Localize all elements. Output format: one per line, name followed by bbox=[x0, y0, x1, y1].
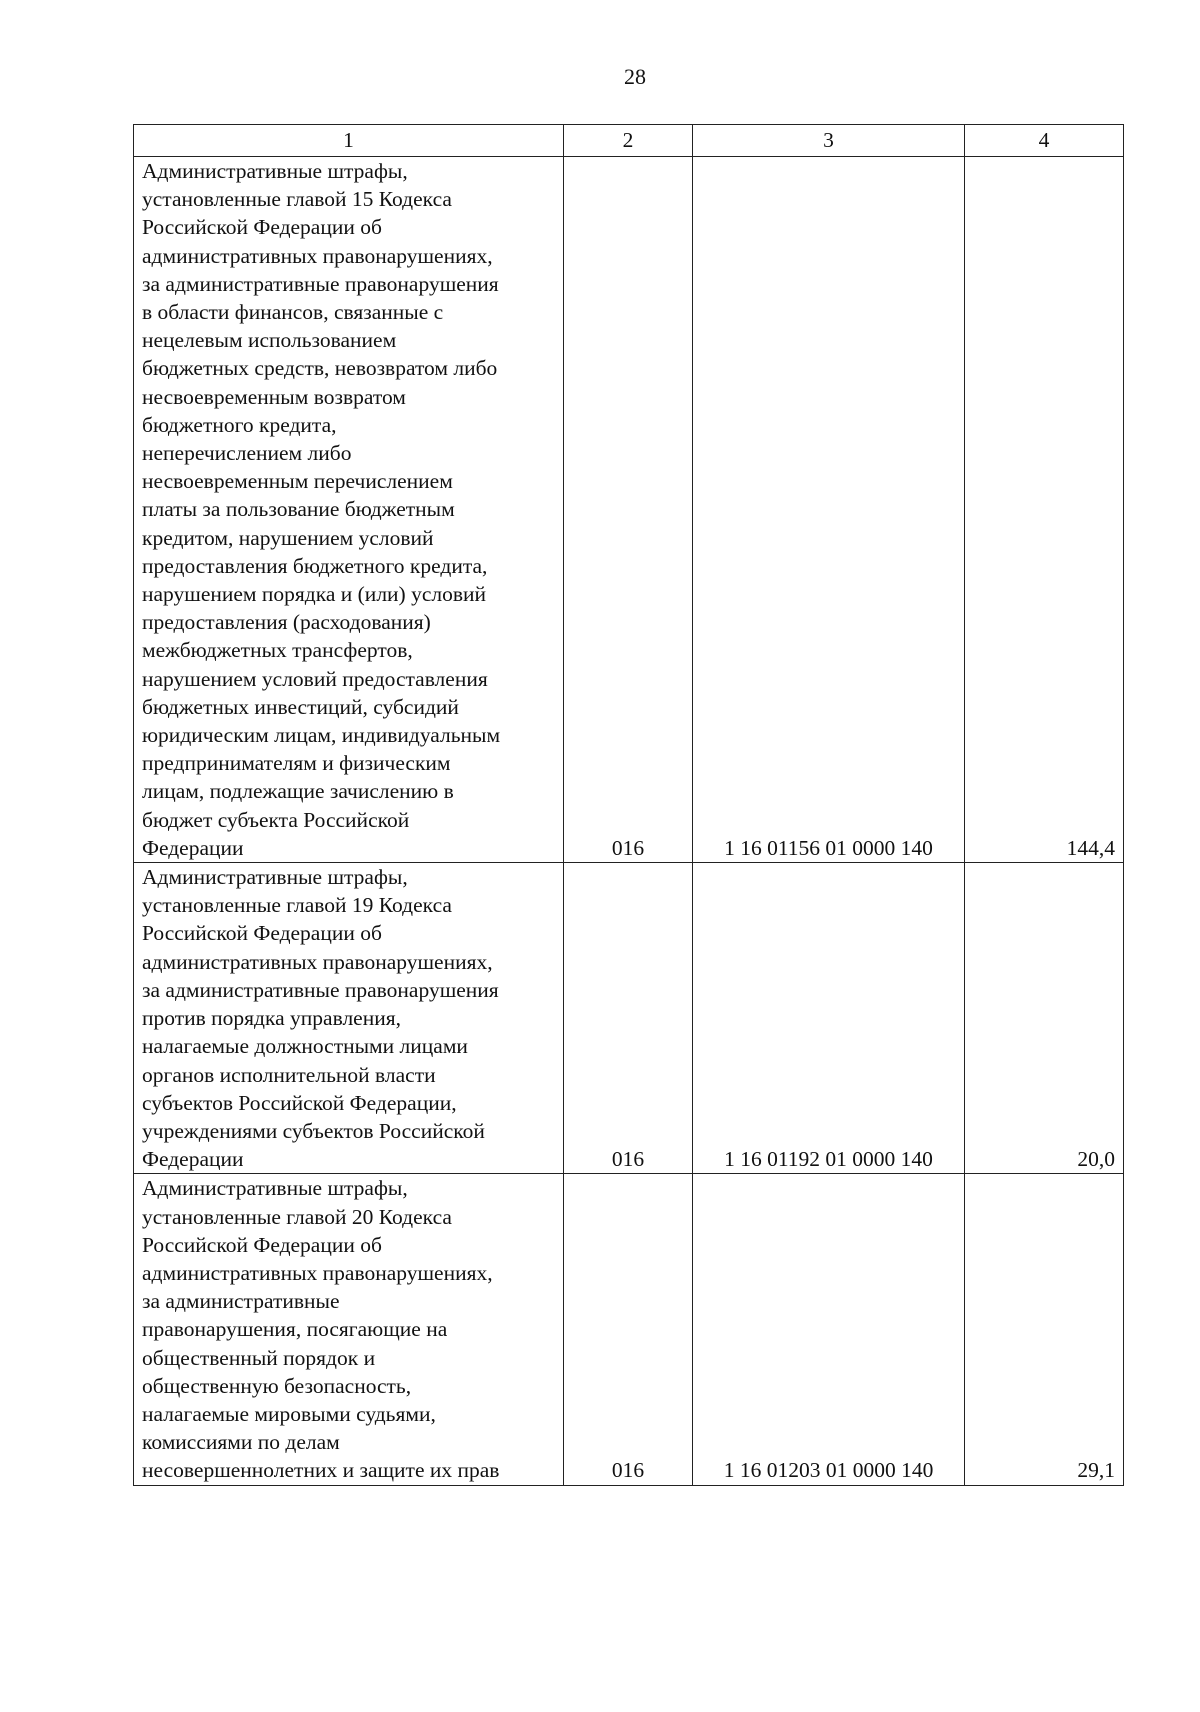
revenue-name-line: Административные штрафы, bbox=[142, 159, 408, 183]
budget-revenue-table bbox=[133, 124, 1124, 1486]
revenue-name-cell bbox=[134, 157, 564, 863]
admin-code-cell: 016 bbox=[564, 157, 693, 863]
column-header-4: 4 bbox=[965, 125, 1124, 157]
budget-code-cell: 1 16 01192 01 0000 140 bbox=[693, 863, 965, 1174]
table-row bbox=[134, 1174, 1124, 1485]
revenue-name-cell bbox=[134, 1174, 564, 1485]
table-row bbox=[134, 863, 1124, 1174]
revenue-name-line: Федерации bbox=[142, 835, 244, 860]
revenue-name-line: учреждениями субъектов Российской bbox=[142, 1118, 485, 1143]
revenue-name-line: нецелевым использованием bbox=[142, 328, 397, 353]
table-header-row bbox=[134, 125, 1124, 157]
table-body bbox=[134, 157, 1124, 1486]
revenue-name-line: за административные правонарушения bbox=[142, 271, 499, 296]
revenue-name-line: несвоевременным возвратом bbox=[142, 384, 406, 409]
revenue-name-line: за административные правонарушения bbox=[142, 977, 499, 1002]
revenue-name-line: бюджетных средств, невозвратом либо bbox=[142, 356, 498, 381]
revenue-name-line: Российской Федерации об bbox=[142, 1232, 382, 1257]
revenue-name-line: Российской Федерации об bbox=[142, 215, 382, 240]
revenue-name-line: юридическим лицам, индивидуальным bbox=[142, 723, 501, 748]
revenue-name-line: административных правонарушениях, bbox=[142, 949, 493, 974]
admin-code-cell: 016 bbox=[564, 863, 693, 1174]
revenue-name-line: административных правонарушениях, bbox=[142, 1260, 493, 1285]
revenue-name-line: бюджет субъекта Российской bbox=[142, 807, 410, 832]
revenue-name-line: предоставления бюджетного кредита, bbox=[142, 553, 488, 578]
revenue-name-line: Административные штрафы, bbox=[142, 865, 408, 890]
revenue-name-line: комиссиями по делам bbox=[142, 1430, 340, 1455]
admin-code-cell: 016 bbox=[564, 1174, 693, 1485]
column-header-1: 1 bbox=[134, 125, 564, 157]
amount-cell: 144,4 bbox=[965, 157, 1124, 863]
revenue-name-cell bbox=[134, 863, 564, 1174]
revenue-name-line: лицам, подлежащие зачислению в bbox=[142, 779, 454, 804]
revenue-name-line: бюджетных инвестиций, субсидий bbox=[142, 694, 459, 719]
revenue-name-line: неперечислением либо bbox=[142, 441, 352, 466]
column-header-2: 2 bbox=[564, 125, 693, 157]
revenue-name-line: установленные главой 15 Кодекса bbox=[142, 187, 452, 212]
revenue-name-line: Российской Федерации об bbox=[142, 921, 382, 946]
table-row bbox=[134, 157, 1124, 863]
budget-code-cell: 1 16 01156 01 0000 140 bbox=[693, 157, 965, 863]
revenue-name-line: несвоевременным перечислением bbox=[142, 469, 453, 494]
revenue-name-line: органов исполнительной власти bbox=[142, 1062, 436, 1087]
revenue-name-line: общественный порядок и bbox=[142, 1345, 376, 1370]
amount-cell: 20,0 bbox=[965, 863, 1124, 1174]
revenue-name-line: нарушением условий предоставления bbox=[142, 666, 488, 691]
revenue-name-line: предпринимателям и физическим bbox=[142, 751, 451, 776]
revenue-name-line: налагаемые мировыми судьями, bbox=[142, 1401, 436, 1426]
revenue-name-line: кредитом, нарушением условий bbox=[142, 525, 434, 550]
revenue-name-line: субъектов Российской Федерации, bbox=[142, 1090, 457, 1115]
revenue-name-line: бюджетного кредита, bbox=[142, 412, 337, 437]
revenue-name-line: межбюджетных трансфертов, bbox=[142, 638, 413, 663]
revenue-name-line: административных правонарушениях, bbox=[142, 243, 493, 268]
revenue-name-line: установленные главой 19 Кодекса bbox=[142, 893, 452, 918]
revenue-name-line: Федерации bbox=[142, 1147, 244, 1172]
revenue-name-line: предоставления (расходования) bbox=[142, 610, 431, 635]
revenue-name-line: Административные штрафы, bbox=[142, 1176, 408, 1201]
revenue-name-line: платы за пользование бюджетным bbox=[142, 497, 455, 522]
budget-code-cell: 1 16 01203 01 0000 140 bbox=[693, 1174, 965, 1485]
revenue-name-line: налагаемые должностными лицами bbox=[142, 1034, 468, 1059]
page-number: 28 bbox=[624, 64, 646, 89]
revenue-name-line: за административные bbox=[142, 1289, 340, 1314]
revenue-name-line: правонарушения, посягающие на bbox=[142, 1317, 448, 1342]
amount-cell: 29,1 bbox=[965, 1174, 1124, 1485]
revenue-name-line: в области финансов, связанные с bbox=[142, 300, 444, 325]
revenue-name-line: против порядка управления, bbox=[142, 1006, 401, 1031]
revenue-name-line: нарушением порядка и (или) условий bbox=[142, 582, 487, 607]
revenue-name-line: общественную безопасность, bbox=[142, 1373, 412, 1398]
revenue-name-line: установленные главой 20 Кодекса bbox=[142, 1204, 452, 1229]
revenue-name-line: несовершеннолетних и защите их прав bbox=[142, 1458, 500, 1483]
column-header-3: 3 bbox=[693, 125, 965, 157]
